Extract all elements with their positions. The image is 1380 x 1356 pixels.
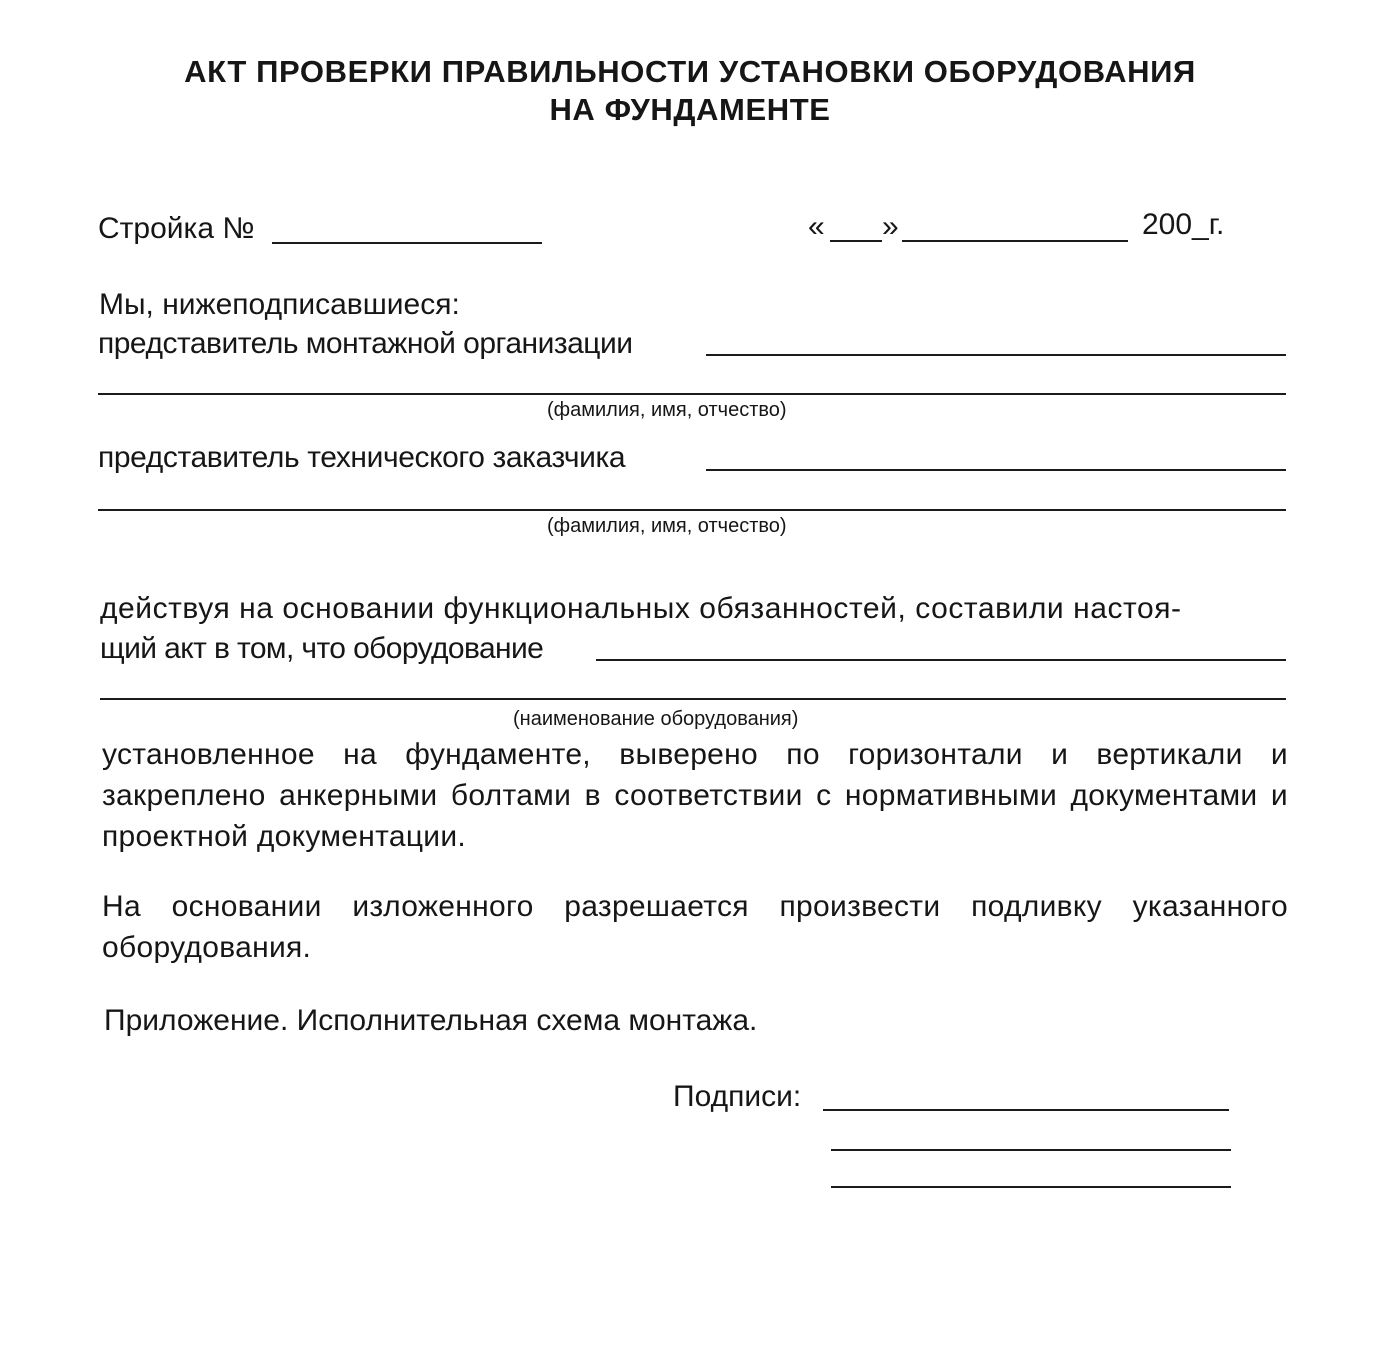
date-day-blank[interactable]	[830, 240, 882, 242]
installer-representative-blank[interactable]	[706, 354, 1286, 356]
installation-statement: установленное на фундаменте, выверено по горизонтали и вертикали и закреплено анкерными болтами в соответствии с нормативными документами и проектной документации.	[102, 738, 1288, 853]
site-number-label: Стройка №	[98, 212, 255, 245]
acting-basis-line-2: щий акт в том, что оборудование	[100, 632, 544, 665]
document-title-line-2: НА ФУНДАМЕНТЕ	[549, 92, 831, 127]
installer-name-blank[interactable]	[98, 393, 1286, 395]
customer-name-caption: (фамилия, имя, отчество)	[547, 515, 787, 537]
customer-representative-label: представитель технического заказчика	[98, 441, 626, 474]
signature-line-1[interactable]	[823, 1109, 1229, 1111]
customer-representative-blank[interactable]	[706, 469, 1286, 471]
acting-basis-line-1: действуя на основании функциональных обязанностей, составили настоя-	[100, 592, 1182, 625]
site-number-blank[interactable]	[272, 242, 542, 244]
installer-name-caption: (фамилия, имя, отчество)	[547, 399, 787, 421]
date-year: 200_г.	[1142, 208, 1225, 241]
date-quote-close: »	[882, 210, 899, 243]
document-title-line-1: АКТ ПРОВЕРКИ ПРАВИЛЬНОСТИ УСТАНОВКИ ОБОРУДОВАНИЯ	[184, 54, 1196, 89]
installer-representative-label: представитель монтажной организации	[98, 327, 633, 360]
date-quote-open: «	[808, 210, 825, 243]
customer-name-blank[interactable]	[98, 509, 1286, 511]
appendix-note: Приложение. Исполнительная схема монтажа.	[104, 1004, 758, 1037]
equipment-blank[interactable]	[596, 659, 1286, 661]
date-month-blank[interactable]	[902, 240, 1128, 242]
signature-line-3[interactable]	[831, 1186, 1231, 1188]
signature-line-2[interactable]	[831, 1149, 1231, 1151]
signatures-label: Подписи:	[673, 1080, 802, 1113]
equipment-name-caption: (наименование оборудования)	[513, 708, 799, 730]
equipment-name-blank[interactable]	[100, 698, 1286, 700]
permission-statement: На основании изложенного разрешается произвести подливку указанного оборудования.	[102, 890, 1288, 964]
intro-heading: Мы, нижеподписавшиеся:	[99, 288, 460, 321]
